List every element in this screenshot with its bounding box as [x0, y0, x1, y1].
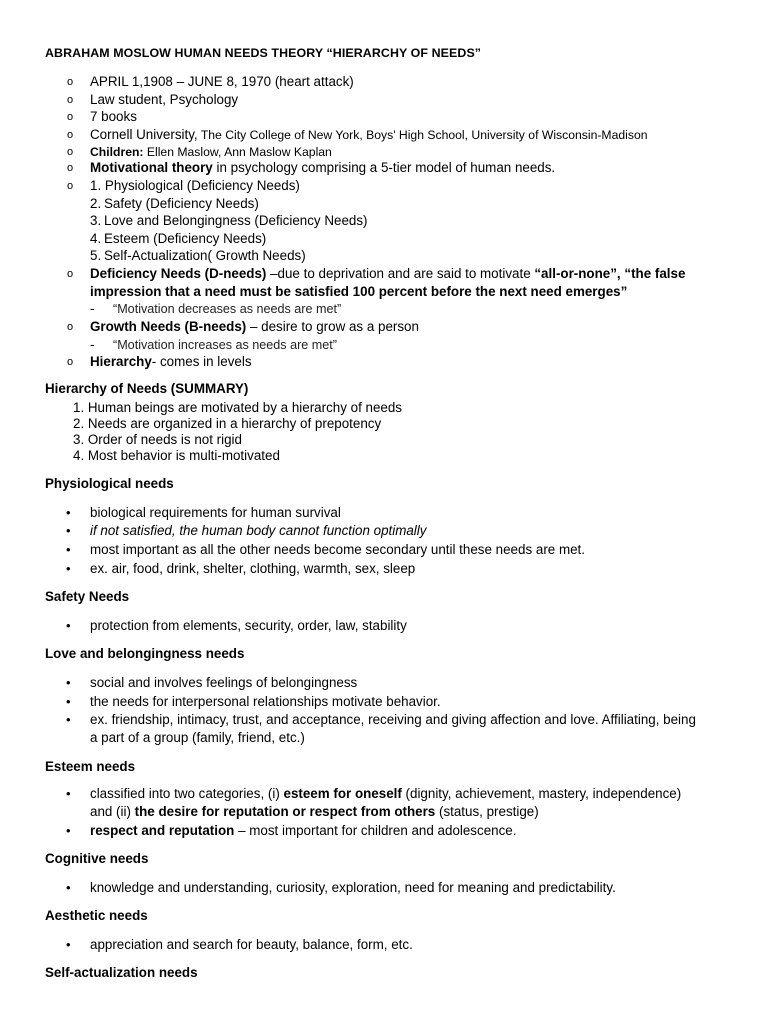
intro-dates: APRIL 1,1908 – JUNE 8, 1970 (heart attack)	[90, 74, 354, 89]
list-bullet: o	[67, 321, 74, 333]
list-bullet: o	[67, 146, 74, 158]
list-bullet: •	[66, 712, 71, 727]
list-bullet: •	[66, 880, 71, 895]
tier-2-number: 2.	[90, 196, 102, 211]
list-item: knowledge and understanding, curiosity, exploration, need for meaning and predictability.	[90, 880, 616, 895]
summary-heading: Hierarchy of Needs (SUMMARY)	[45, 381, 249, 396]
list-item: protection from elements, security, order, law, stability	[90, 618, 407, 633]
list-item: ex. air, food, drink, shelter, clothing, warmth, sex, sleep	[90, 561, 416, 576]
physiological-heading: Physiological needs	[45, 476, 174, 491]
summary-item: 4. Most behavior is multi-motivated	[73, 448, 280, 463]
list-bullet: •	[66, 937, 71, 952]
dneeds-line-2: impression that a need must be satisfied 100 percent before the next need emerges”	[90, 284, 628, 299]
summary-item: 1. Human beings are motivated by a hierarchy of needs	[73, 400, 402, 415]
list-item-continued: a part of a group (family, friend, etc.)	[90, 730, 305, 745]
list-bullet: •	[66, 675, 71, 690]
dash-bullet: -	[90, 337, 95, 352]
list-bullet: •	[66, 823, 71, 838]
list-item: if not satisfied, the human body cannot function optimally	[90, 523, 427, 538]
list-bullet: o	[67, 356, 74, 368]
intro-children: Children: Ellen Maslow, Ann Maslow Kaplan	[90, 145, 332, 159]
list-bullet: •	[66, 786, 71, 801]
tier-2: Safety (Deficiency Needs)	[104, 196, 259, 211]
love-heading: Love and belongingness needs	[45, 646, 245, 661]
list-bullet: •	[66, 694, 71, 709]
intro-schools: Cornell University, The City College of New York, Boys' High School, University of Wisconsin-Madison	[90, 127, 648, 142]
list-bullet: •	[66, 561, 71, 576]
list-bullet: o	[67, 111, 74, 123]
list-item: the needs for interpersonal relationships motivate behavior.	[90, 694, 441, 709]
list-bullet: •	[66, 542, 71, 557]
bneeds-sub: “Motivation increases as needs are met”	[113, 338, 337, 352]
esteem-heading: Esteem needs	[45, 759, 136, 774]
tier-3: Love and Belongingness (Deficiency Needs)	[104, 213, 368, 228]
tier-4-number: 4.	[90, 231, 102, 246]
list-bullet: •	[66, 618, 71, 633]
tier-3-number: 3.	[90, 213, 102, 228]
bneeds-line: Growth Needs (B-needs) – desire to grow as a person	[90, 319, 419, 334]
list-bullet: o	[67, 268, 74, 280]
tier-1: 1. Physiological (Deficiency Needs)	[90, 178, 300, 193]
list-bullet: o	[67, 129, 74, 141]
list-item: most important as all the other needs become secondary until these needs are met.	[90, 542, 585, 557]
list-bullet: o	[67, 162, 74, 174]
cognitive-heading: Cognitive needs	[45, 851, 149, 866]
document-title: ABRAHAM MOSLOW HUMAN NEEDS THEORY “HIERARCHY OF NEEDS”	[45, 46, 482, 60]
list-item: ex. friendship, intimacy, trust, and acceptance, receiving and giving affection and love. Affiliating, being	[90, 712, 696, 727]
list-bullet: o	[67, 76, 74, 88]
tier-4: Esteem (Deficiency Needs)	[104, 231, 267, 246]
list-bullet: •	[66, 505, 71, 520]
list-bullet: •	[66, 523, 71, 538]
tier-5-number: 5.	[90, 248, 102, 263]
dash-bullet: -	[90, 301, 95, 316]
list-bullet: o	[67, 94, 74, 106]
esteem-line-3: respect and reputation – most important for children and adolescence.	[90, 823, 517, 838]
esteem-line-1: classified into two categories, (i) esteem for oneself (dignity, achievement, mastery, independence)	[90, 786, 682, 801]
intro-motivational: Motivational theory in psychology comprising a 5-tier model of human needs.	[90, 160, 556, 175]
summary-item: 3. Order of needs is not rigid	[73, 432, 242, 447]
aesthetic-heading: Aesthetic needs	[45, 908, 148, 923]
list-item: social and involves feelings of belongingness	[90, 675, 358, 690]
dneeds-sub: “Motivation decreases as needs are met”	[113, 302, 342, 316]
hierarchy-line: Hierarchy- comes in levels	[90, 354, 252, 369]
selfact-heading: Self-actualization needs	[45, 965, 198, 980]
intro-study: Law student, Psychology	[90, 92, 239, 107]
list-item: appreciation and search for beauty, balance, form, etc.	[90, 937, 413, 952]
tier-5: Self-Actualization( Growth Needs)	[104, 248, 306, 263]
safety-heading: Safety Needs	[45, 589, 130, 604]
summary-item: 2. Needs are organized in a hierarchy of prepotency	[73, 416, 382, 431]
list-item: biological requirements for human survival	[90, 505, 341, 520]
list-bullet: o	[67, 180, 74, 192]
dneeds-line-1: Deficiency Needs (D-needs) –due to deprivation and are said to motivate “all-or-none”, “the false	[90, 266, 686, 281]
intro-books: 7 books	[90, 109, 137, 124]
esteem-line-2: and (ii) the desire for reputation or respect from others (status, prestige)	[90, 804, 539, 819]
